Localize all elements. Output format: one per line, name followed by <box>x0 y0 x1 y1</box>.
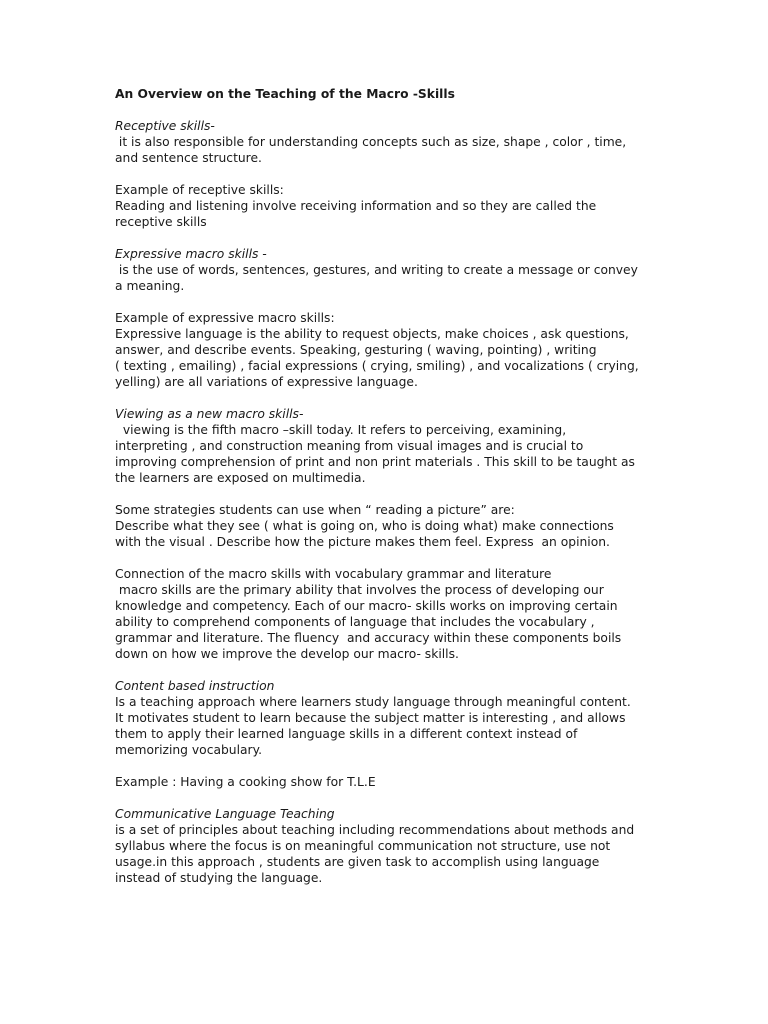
section-heading: Example : Having a cooking show for T.L.E <box>115 775 376 789</box>
section-heading: Example of expressive macro skills: <box>115 311 335 325</box>
section-line: memorizing vocabulary. <box>115 743 263 757</box>
section-line: is a set of principles about teaching including recommendations about methods and <box>115 823 635 837</box>
section-6 <box>115 502 708 550</box>
section-line: Reading and listening involve receiving information and so they are called the <box>115 199 597 213</box>
section-heading: Connection of the macro skills with vocabulary grammar and literature <box>115 567 552 581</box>
section-line: it is also responsible for understanding concepts such as size, shape , color , time, <box>115 135 627 149</box>
section-line: macro skills are the primary ability that involves the process of developing our <box>115 583 604 597</box>
section-line: It motivates student to learn because the subject matter is interesting , and allows <box>115 711 626 725</box>
section-line: viewing is the fifth macro –skill today. It refers to perceiving, examining, <box>115 423 567 437</box>
section-line: a meaning. <box>115 279 185 293</box>
document-body <box>115 118 708 886</box>
section-line: and sentence structure. <box>115 151 262 165</box>
section-line: knowledge and competency. Each of our macro- skills works on improving certain <box>115 599 618 613</box>
section-line: down on how we improve the develop our macro- skills. <box>115 647 459 661</box>
document-title: An Overview on the Teaching of the Macro -Skills <box>115 87 455 101</box>
section-10 <box>115 806 708 886</box>
section-1 <box>115 118 708 166</box>
section-2 <box>115 182 708 230</box>
section-7 <box>115 566 708 662</box>
section-line: answer, and describe events. Speaking, gesturing ( waving, pointing) , writing <box>115 343 597 357</box>
section-line: instead of studying the language. <box>115 871 323 885</box>
section-heading: Content based instruction <box>115 679 275 693</box>
section-9 <box>115 774 708 790</box>
section-line: is the use of words, sentences, gestures, and writing to create a message or convey <box>115 263 638 277</box>
section-line: syllabus where the focus is on meaningful communication not structure, use not <box>115 839 611 853</box>
section-8 <box>115 678 708 758</box>
section-line: Is a teaching approach where learners study language through meaningful content. <box>115 695 631 709</box>
section-heading: Receptive skills- <box>115 119 215 133</box>
section-line: the learners are exposed on multimedia. <box>115 471 366 485</box>
section-line: them to apply their learned language skills in a different context instead of <box>115 727 578 741</box>
section-line: ( texting , emailing) , facial expressions ( crying, smiling) , and vocalizations ( crying, <box>115 359 639 373</box>
section-3 <box>115 246 708 294</box>
section-4 <box>115 310 708 390</box>
section-line: grammar and literature. The fluency and accuracy within these components boils <box>115 631 622 645</box>
section-line: with the visual . Describe how the picture makes them feel. Express an opinion. <box>115 535 610 549</box>
section-line: ability to comprehend components of language that includes the vocabulary , <box>115 615 595 629</box>
section-line: receptive skills <box>115 215 207 229</box>
section-line: yelling) are all variations of expressive language. <box>115 375 418 389</box>
section-heading: Viewing as a new macro skills- <box>115 407 304 421</box>
section-line: usage.in this approach , students are given task to accomplish using language <box>115 855 600 869</box>
section-5 <box>115 406 708 486</box>
section-heading: Some strategies students can use when “ reading a picture” are: <box>115 503 515 517</box>
section-heading: Expressive macro skills - <box>115 247 267 261</box>
section-heading: Communicative Language Teaching <box>115 807 335 821</box>
section-line: Describe what they see ( what is going on, who is doing what) make connections <box>115 519 614 533</box>
section-line: improving comprehension of print and non print materials . This skill to be taught as <box>115 455 635 469</box>
section-line: interpreting , and construction meaning from visual images and is crucial to <box>115 439 584 453</box>
section-heading: Example of receptive skills: <box>115 183 284 197</box>
section-line: Expressive language is the ability to request objects, make choices , ask questions, <box>115 327 629 341</box>
